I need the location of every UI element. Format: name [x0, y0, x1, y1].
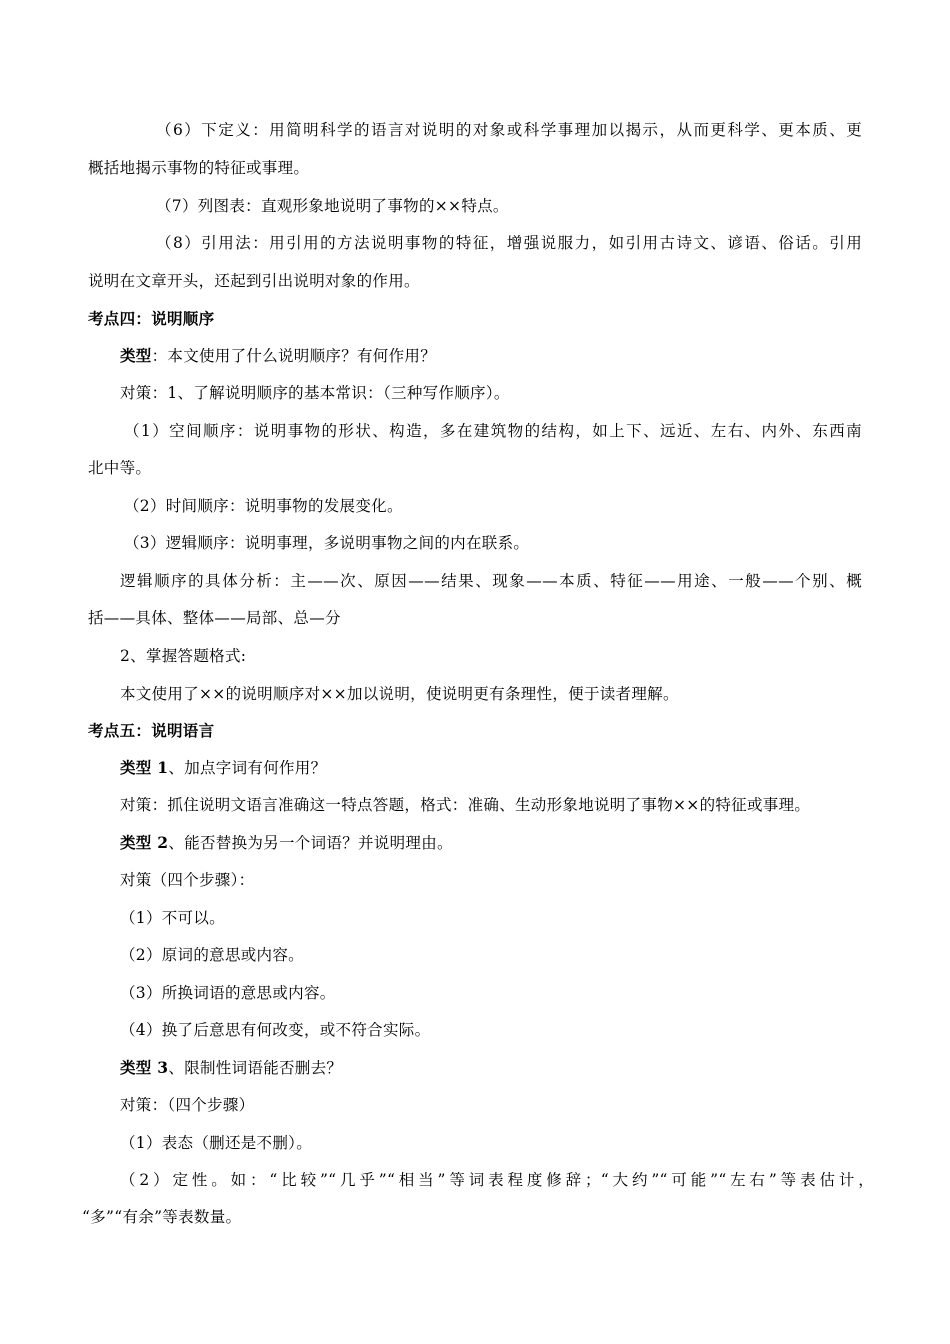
type3-step-1: （1）表态（删还是不删）。: [120, 1134, 313, 1152]
format-step-line: 2、掌握答题格式:: [120, 647, 247, 665]
format-answer-line: 本文使用了××的说明顺序对××加以说明，使说明更有条理性，便于读者理解。: [120, 685, 679, 703]
kp5-type2-text: 、能否替换为另一个词语？并说明理由。: [168, 834, 453, 852]
kp5-type1-strategy: 对策：抓住说明文语言准确这一特点答题，格式：准确、生动形象地说明了事物××的特征或事理。: [120, 796, 811, 814]
type2-step-1: （1）不可以。: [120, 909, 225, 927]
time-order-line: （2）时间顺序：说明事物的发展变化。: [124, 497, 403, 515]
type3-step-2-line-2: “多”“有余”等表数量。: [82, 1208, 242, 1226]
type2-step-3: （3）所换词语的意思或内容。: [120, 984, 336, 1002]
kp5-type2-label: 类型 2: [120, 833, 169, 852]
kp5-type3-text: 、限制性词语能否删去？: [168, 1059, 343, 1077]
kp5-type3-label: 类型 3: [120, 1058, 169, 1077]
kp4-type-label: 类型: [120, 346, 152, 365]
chart-method-line: （7）列图表：直观形象地说明了事物的××特点。: [156, 197, 509, 215]
logic-detail-line-2: 括——具体、整体——局部、总—分: [88, 609, 341, 627]
definition-line-2: 概括地揭示事物的特征或事理。: [88, 159, 310, 177]
type2-step-4: （4）换了后意思有何改变，或不符合实际。: [120, 1021, 431, 1039]
logic-order-line: （3）逻辑顺序：说明事理，多说明事物之间的内在联系。: [124, 534, 530, 552]
logic-detail-line-1: 逻辑顺序的具体分析：主——次、原因——结果、现象——本质、特征——用途、一般——个别、概: [120, 572, 862, 590]
kp4-type-line: [120, 346, 436, 366]
type2-step-2: （2）原词的意思或内容。: [120, 946, 304, 964]
kp5-type1-label: 类型 1: [120, 758, 169, 777]
quote-method-line-2: 说明在文章开头，还起到引出说明对象的作用。: [88, 272, 420, 290]
kp5-heading: 考点五：说明语言: [88, 721, 215, 740]
kp5-type1-text: 、加点字词有何作用？: [168, 759, 327, 777]
kp4-type-text: ：本文使用了什么说明顺序？有何作用？: [151, 347, 437, 365]
kp5-type2-strategy: 对策（四个步骤）：: [120, 871, 255, 889]
quote-method-line-1: （8）引用法：用引用的方法说明事物的特征，增强说服力，如引用古诗文、谚语、俗话。引用: [156, 234, 862, 252]
type3-step-2-line-1: （2）定性。如：“比较”“几乎”“相当”等词表程度修辞；“大约”“可能”“左右”等表估计，: [120, 1171, 874, 1189]
kp5-type3-line: [120, 1058, 342, 1078]
definition-line-1: （6）下定义：用简明科学的语言对说明的对象或科学事理加以揭示，从而更科学、更本质、更: [156, 121, 862, 139]
kp5-type2-line: [120, 833, 453, 853]
space-order-line-2: 北中等。: [88, 459, 152, 477]
kp5-type3-strategy: 对策：（四个步骤）: [120, 1096, 255, 1114]
kp4-strategy-line: 对策：1、了解说明顺序的基本常识：（三种写作顺序）。: [120, 384, 510, 402]
kp4-heading: 考点四：说明顺序: [88, 309, 215, 328]
space-order-line-1: （1）空间顺序：说明事物的形状、构造，多在建筑物的结构，如上下、远近、左右、内外、东西南: [124, 422, 862, 440]
kp5-type1-line: [120, 758, 326, 778]
